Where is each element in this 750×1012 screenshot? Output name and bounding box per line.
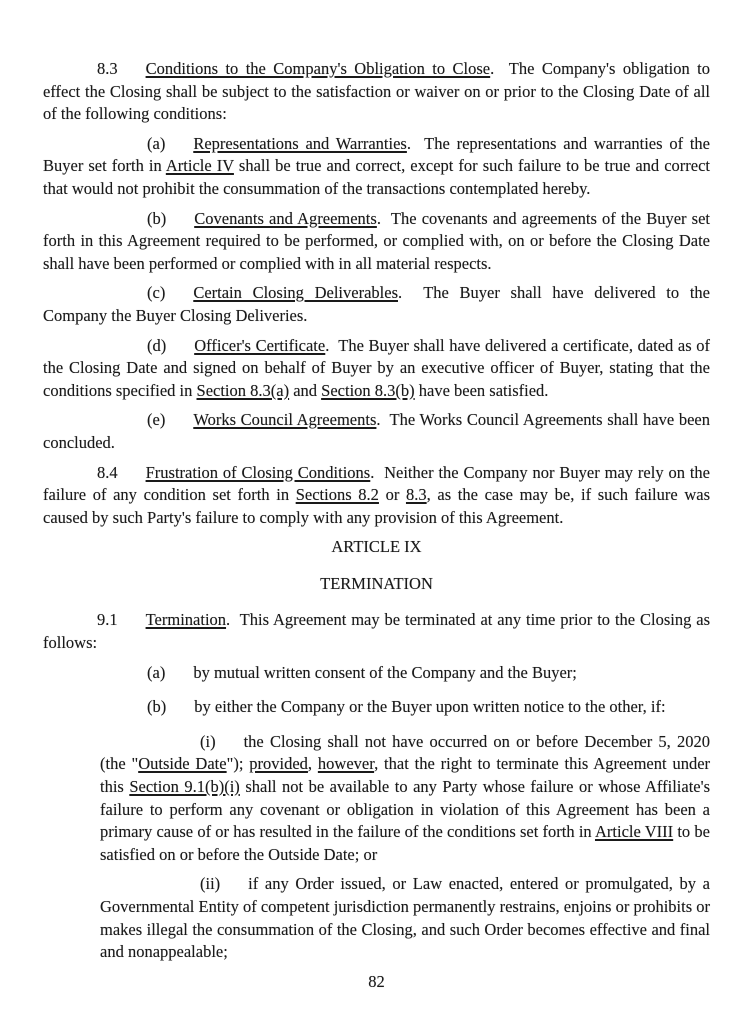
text-run: 9.1 (97, 610, 118, 630)
paragraph-8-3-c (43, 282, 710, 327)
underlined-text: Outside Date (138, 754, 227, 774)
paragraph-8-3 (43, 58, 710, 126)
paragraph-8-3-b (43, 208, 710, 276)
text-run: 8.4 (97, 462, 118, 482)
text-run: if any Order issued, or Law enacted, entered or promulgated, by a Governmental Entity of competent jurisdiction permanently restrains, enjoins or prohibits or makes illegal the consummation of the Closing, and such Order becomes effective and final and nonappealable; (100, 874, 710, 962)
underlined-text: Article IV (165, 156, 234, 176)
text-run: (ii) (200, 874, 221, 894)
underlined-text: Sections 8.2 (295, 485, 379, 505)
text-run: 8.3 (97, 59, 118, 78)
text-run: (i) (200, 731, 216, 751)
paragraph-9-1-b-i (100, 731, 710, 867)
text-run: "); (226, 754, 250, 774)
paragraph-9-1-b-ii (100, 873, 710, 963)
text-run: (a) (147, 133, 166, 153)
text-run: have been satisfied. (414, 380, 549, 400)
underlined-text: Section 8.3(a) (196, 380, 290, 400)
text-run: , (307, 754, 318, 774)
underlined-text: Termination (145, 610, 227, 630)
underlined-text: Section 8.3(b) (321, 380, 415, 400)
paragraph-9-1 (43, 609, 710, 654)
text-run: TERMINATION (320, 573, 433, 593)
text-run: (d) (147, 335, 167, 355)
text-run: (c) (147, 283, 166, 303)
text-run: . The Buyer shall have delivered a certificate, dated as of the Closing Date and signed on behalf of Buyer by an executive officer of Buyer, stating that the conditions specified in (43, 335, 711, 400)
text-run: ARTICLE IX (331, 537, 422, 557)
text-run: and (289, 380, 322, 400)
underlined-text: Certain Closing Deliverables (193, 283, 398, 303)
underlined-text: however (317, 754, 375, 774)
document-body (43, 58, 710, 964)
text-run: , that the right to terminate this Agreement under this (100, 754, 711, 797)
underlined-text: Frustration of Closing Conditions (145, 462, 371, 482)
paragraph-9-1-b (43, 696, 710, 719)
text-run: . The Works Council Agreements shall have been concluded. (43, 410, 710, 452)
paragraph-8-3-a (43, 133, 710, 201)
underlined-text: Works Council Agreements (193, 410, 377, 430)
text-run: . The representations and warranties of the Buyer set forth in (43, 133, 710, 176)
text-run: . The Company's obligation to effect the Closing shall be subject to the satisfaction or waiver on or prior to the Closing Date of all of the following conditions: (43, 59, 711, 124)
text-run: . The Buyer shall have delivered to the Company the Buyer Closing Deliveries. (43, 283, 710, 325)
text-run: by mutual written consent of the Company and the Buyer; (193, 662, 577, 682)
termination-heading (43, 573, 710, 596)
text-run: shall not be available to any Party whose failure or whose Affiliate's failure to perform any covenant or obligation in violation of this Agreement has been a primary cause of or has resulted in the failure of the conditions set forth in (100, 777, 710, 842)
text-run: , as the case may be, if such failure was caused by such Party's failure to comply with any provision of this Agreement. (43, 485, 710, 527)
page-number: 82 (368, 971, 385, 991)
underlined-text: 8.3 (405, 485, 427, 505)
text-run: (b) (147, 208, 167, 228)
text-run: (b) (147, 697, 167, 717)
text-run: . The covenants and agreements of the Buyer set forth in this Agreement required to be performed, or complied with, on or before the Closing Date shall have been performed or complied with in all material respects. (43, 208, 710, 273)
text-run: the Closing shall not have occurred on or before December 5, 2020 (the " (100, 731, 710, 774)
article-ix-heading (43, 536, 710, 559)
text-run: (e) (147, 410, 166, 430)
paragraph-8-3-e (43, 409, 710, 454)
text-run: . This Agreement may be terminated at any time prior to the Closing as follows: (43, 610, 710, 653)
paragraph-8-3-d (43, 335, 710, 403)
underlined-text: Section 9.1(b)(i) (129, 777, 240, 797)
paragraph-8-4 (43, 462, 710, 530)
underlined-text: Representations and Warranties (193, 133, 407, 153)
underlined-text: Article VIII (594, 822, 674, 842)
underlined-text: provided (249, 754, 308, 774)
text-run: (a) (147, 662, 166, 682)
text-run: to be satisfied on or before the Outside Date; or (100, 822, 710, 864)
underlined-text: Covenants and Agreements (194, 208, 377, 228)
underlined-text: Conditions to the Company's Obligation to Close (145, 59, 491, 78)
text-run: by either the Company or the Buyer upon written notice to the other, if: (194, 697, 666, 717)
paragraph-9-1-a (43, 662, 710, 685)
text-run: or (378, 485, 406, 505)
text-run: . Neither the Company nor Buyer may rely on the failure of any condition set forth in (43, 462, 710, 505)
underlined-text: Officer's Certificate (194, 335, 326, 355)
text-run: shall be true and correct, except for such failure to be true and correct that would not prohibit the consummation of the transactions contemplated hereby. (43, 156, 710, 198)
